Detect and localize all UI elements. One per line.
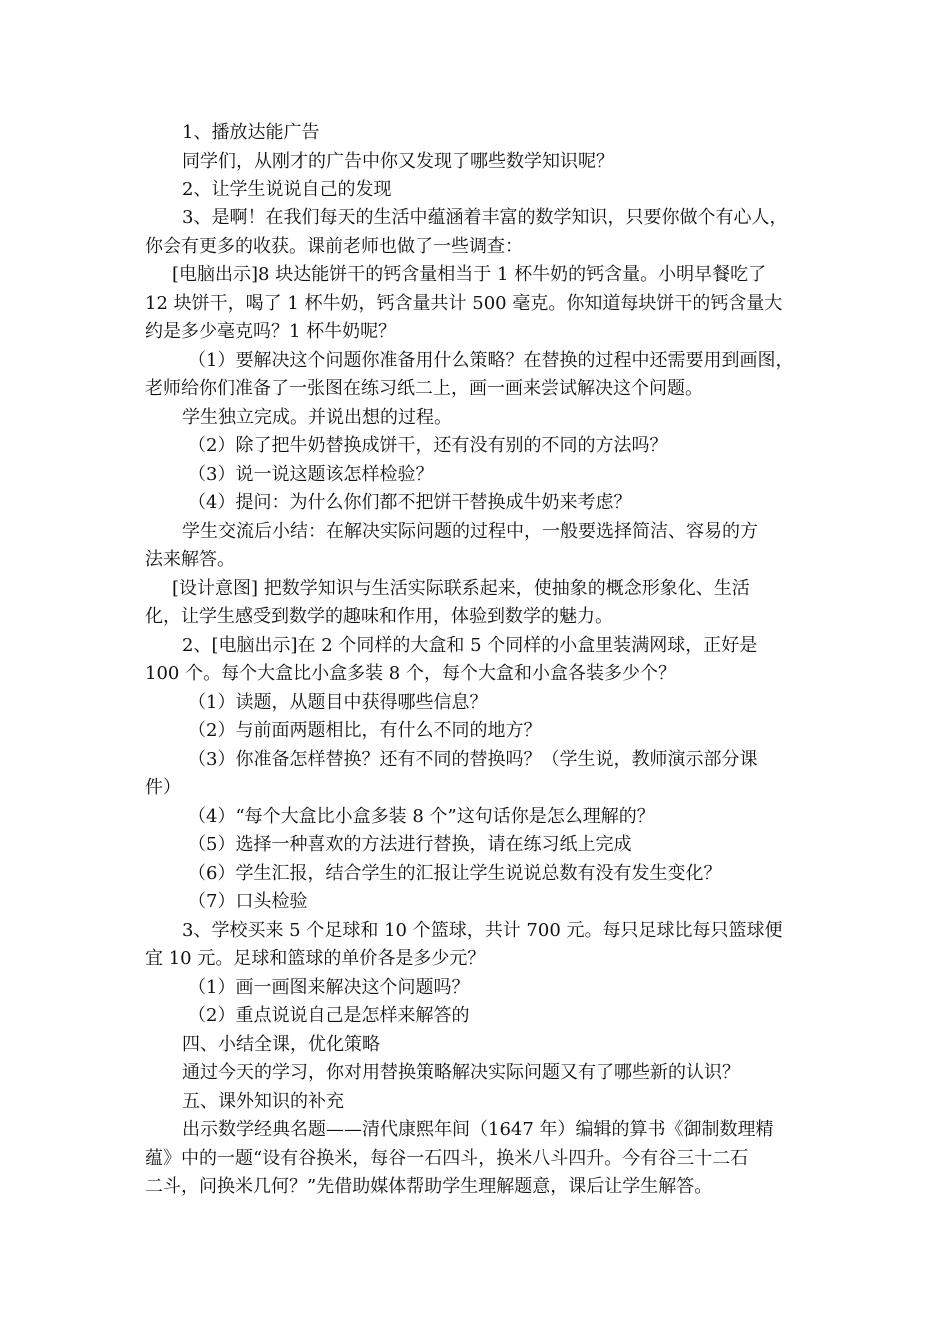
text-line: （1）要解决这个问题你准备用什么策略？在替换的过程中还需要用到画图，: [188, 350, 794, 371]
text-line: 件）: [145, 777, 181, 798]
text-line: 法来解答。: [145, 549, 235, 570]
text-line: （1）读题，从题目中获得哪些信息？: [188, 692, 488, 713]
text-line: 100 个。每个大盒比小盒多装 8 个，每个大盒和小盒各装多少个？: [145, 663, 676, 684]
text-line: （4）“每个大盒比小盒多装 8 个”这句话你是怎么理解的？: [188, 806, 655, 827]
text-line: 3、是啊！在我们每天的生活中蕴涵着丰富的数学知识，只要你做个有心人，: [182, 207, 788, 228]
text-line: 通过今天的学习，你对用替换策略解决实际问题又有了哪些新的认识？: [182, 1062, 740, 1083]
text-line: 学生独立完成。并说出想的过程。: [182, 407, 452, 428]
text-line: 3、学校买来 5 个足球和 10 个篮球，共计 700 元。每只足球比每只篮球便: [182, 920, 783, 941]
text-line: （2）与前面两题相比，有什么不同的地方？: [188, 720, 542, 741]
text-line: 老师给你们准备了一张图在练习纸二上，画一画来尝试解决这个问题。: [145, 378, 703, 399]
text-line: 2、让学生说说自己的发现: [182, 179, 392, 200]
text-line: 你会有更多的收获。课前老师也做了一些调查：: [145, 236, 523, 257]
text-line: （1）画一画图来解决这个问题吗？: [188, 977, 470, 998]
text-line: 2、[电脑出示]在 2 个同样的大盒和 5 个同样的小盒里装满网球，正好是: [182, 635, 758, 656]
text-line: （6）学生汇报，结合学生的汇报让学生说说总数有没有发生变化？: [188, 863, 722, 884]
text-line: 宜 10 元。足球和篮球的单价各是多少元？: [145, 948, 486, 969]
text-line: （5）选择一种喜欢的方法进行替换，请在练习纸上完成: [188, 834, 632, 855]
text-line: 约是多少毫克吗？1 杯牛奶呢？: [145, 321, 397, 342]
text-line: [设计意图] 把数学知识与生活实际联系起来，使抽象的概念形象化、生活: [172, 578, 750, 599]
text-line: 五、课外知识的补充: [182, 1091, 344, 1112]
text-line: 学生交流后小结：在解决实际问题的过程中，一般要选择简洁、容易的方: [182, 521, 758, 542]
text-line: 化，让学生感受到数学的趣味和作用，体验到数学的魅力。: [145, 606, 613, 627]
text-line: （2）重点说说自己是怎样来解答的: [188, 1005, 470, 1026]
text-line: 12 块饼干，喝了 1 杯牛奶，钙含量共计 500 毫克。你知道每块饼干的钙含量大: [145, 293, 783, 314]
text-line: 1、播放达能广告: [182, 122, 320, 143]
text-line: （7）口头检验: [188, 891, 308, 912]
text-line: 四、小结全课，优化策略: [182, 1034, 380, 1055]
text-line: 同学们，从刚才的广告中你又发现了哪些数学知识呢？: [182, 151, 614, 172]
text-line: （3）说一说这题该怎样检验？: [188, 464, 434, 485]
text-line: 出示数学经典名题——清代康熙年间（1647 年）编辑的算书《御制数理精: [182, 1119, 774, 1140]
text-line: 二斗，问换米几何？”先借助媒体帮助学生理解题意，课后让学生解答。: [145, 1176, 713, 1197]
text-line: 蕴》中的一题“设有谷换米，每谷一石四斗，换米八斗四升。今有谷三十二石: [145, 1148, 749, 1169]
text-line: [电脑出示]8 块达能饼干的钙含量相当于 1 杯牛奶的钙含量。小明早餐吃了: [172, 264, 767, 285]
text-line: （3）你准备怎样替换？还有不同的替换吗？（学生说，教师演示部分课: [188, 749, 758, 770]
text-line: （4）提问：为什么你们都不把饼干替换成牛奶来考虑？: [188, 492, 632, 513]
text-line: （2）除了把牛奶替换成饼干，还有没有别的不同的方法吗？: [188, 435, 668, 456]
